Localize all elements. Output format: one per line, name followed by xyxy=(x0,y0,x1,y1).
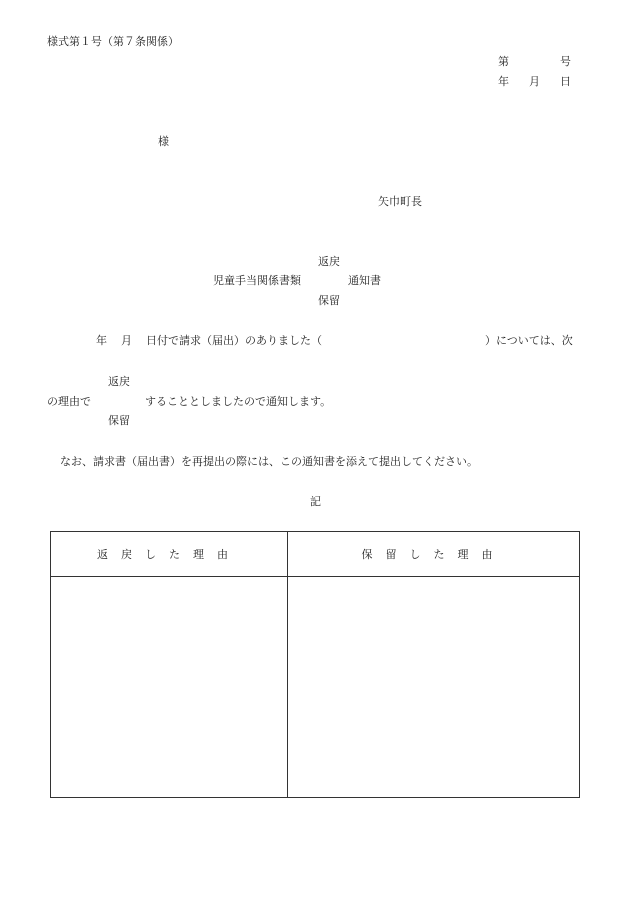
title-option-return: 返戻 xyxy=(318,255,340,268)
issuer-name: 矢巾町長 xyxy=(378,195,422,208)
title-suffix: 通知書 xyxy=(348,274,381,287)
body-close-paren: ）については、次 xyxy=(485,334,573,347)
header-return-reason: 返戻した理由 xyxy=(51,532,288,577)
body-note: なお、請求書（届出書）を再提出の際には、この通知書を添えて提出してください。 xyxy=(60,455,478,468)
header-hold-reason: 保留した理由 xyxy=(288,532,580,577)
date-day: 日 xyxy=(560,75,571,88)
reasons-table xyxy=(50,531,580,798)
body-option-hold: 保留 xyxy=(108,414,130,427)
ki-heading: 記 xyxy=(310,495,321,508)
body-month: 月 xyxy=(121,334,132,347)
body-reason-suffix: することとしましたので通知します。 xyxy=(145,395,332,408)
doc-number-suffix: 号 xyxy=(560,55,571,68)
hold-reason-cell[interactable] xyxy=(288,577,580,798)
form-number: 様式第１号（第７条関係） xyxy=(47,35,179,48)
body-reason-prefix: の理由で xyxy=(47,395,91,408)
body-date-request: 日付で請求（届出）のありました（ xyxy=(146,334,322,347)
body-year: 年 xyxy=(96,334,107,347)
date-month: 月 xyxy=(529,75,540,88)
title-option-hold: 保留 xyxy=(318,294,340,307)
date-year: 年 xyxy=(498,75,509,88)
addressee-honorific: 様 xyxy=(158,135,169,148)
body-option-return: 返戻 xyxy=(108,375,130,388)
title-main: 児童手当関係書類 xyxy=(213,274,301,287)
doc-number-prefix: 第 xyxy=(498,55,509,68)
return-reason-cell[interactable] xyxy=(51,577,288,798)
